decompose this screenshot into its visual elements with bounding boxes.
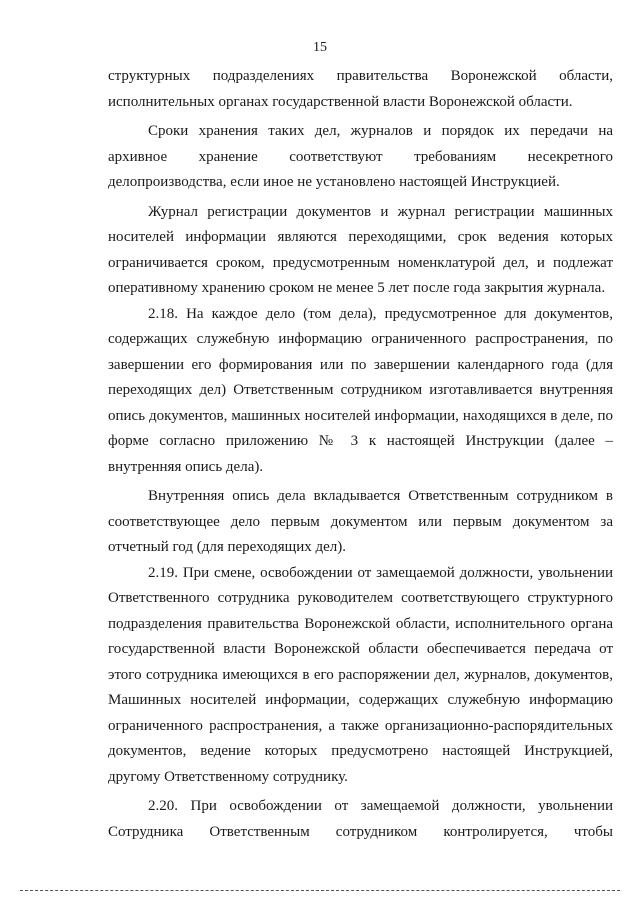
page-bottom-divider [20,890,620,891]
paragraph-2-20: 2.20. При освобождении от замещаемой должности, увольнении Сотрудника Ответственным сотрудником контролируется, чтобы [108,798,613,840]
document-body [108,64,613,845]
paragraph-registration-journals: Журнал регистрации документов и журнал регистрации машинных носителей информации являются переходящими, срок ведения которых ограничивается сроком, предусмотренным номенклатурой дел, и подлежат оперативному хранению сроком не менее 5 лет после года закрытия журнала. [108,203,613,296]
paragraph-internal-inventory: Внутренняя опись дела вкладывается Ответственным сотрудником в соответствующее дело первым документом или первым документом за отчетный год (для переходящих дел). [108,488,613,555]
paragraph-continuation: структурных подразделениях правительства Воронежской области, исполнительных органах государственной власти Воронежской области. [108,68,613,110]
page-number: 15 [313,40,327,55]
paragraph-storage-terms: Сроки хранения таких дел, журналов и порядок их передачи на архивное хранение соответствуют требованиям несекретного делопроизводства, если иное не установлено настоящей Инструкцией. [108,123,613,190]
paragraph-2-18: 2.18. На каждое дело (том дела), предусмотренное для документов, содержащих служебную информацию ограниченного распространения, по завершении его формирования или по завершении календарного года (для переходящих дел) Ответственным сотрудником изготавливается внутренняя опись документов, машинных носителей информации, находящихся в деле, по форме согласно приложению № 3 к настоящей Инструкции (далее – внутренняя опись дела). [108,305,613,475]
paragraph-2-19: 2.19. При смене, освобождении от замещаемой должности, увольнении Ответственного сотрудника руководителем соответствующего структурного подразделения правительства Воронежской области, исполнительного органа государственной власти Воронежской области обеспечивается передача от этого сотрудника имеющихся в его распоряжении дел, журналов, документов, Машинных носителей информации, содержащих служебную информацию ограниченного распространения, а также организационно-распорядительных документов, ведение которых предусмотрено настоящей Инструкцией, другому Ответственному сотруднику. [108,564,613,785]
